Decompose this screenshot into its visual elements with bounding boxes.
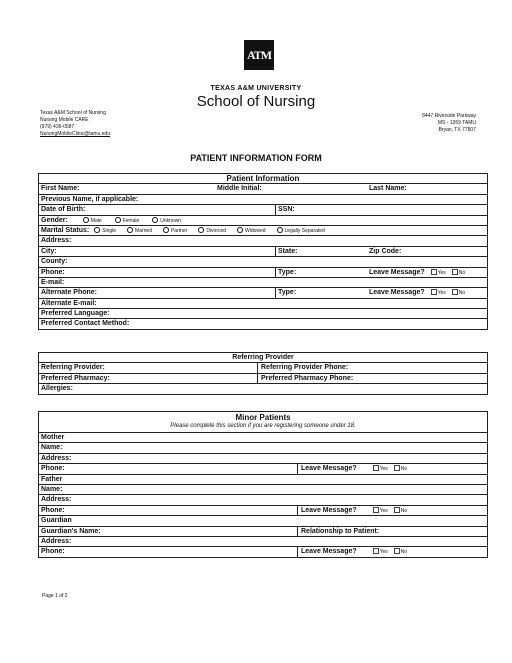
university-name: TEXAS A&M UNIVERSITY	[210, 85, 302, 92]
right-address-block	[380, 113, 476, 134]
option-label: Female	[122, 217, 140, 224]
no-label: No	[458, 269, 466, 276]
father-phone-label[interactable]: Phone:	[41, 506, 65, 514]
radio-icon[interactable]	[94, 227, 100, 233]
right-line: Bryan, TX 77807	[438, 127, 476, 133]
alt-email-label[interactable]: Alternate E-mail:	[41, 299, 97, 307]
option-label: Divorced	[206, 227, 227, 234]
no-checkbox[interactable]	[394, 548, 400, 554]
radio-icon[interactable]	[152, 217, 158, 223]
marital-option[interactable]	[160, 227, 187, 234]
option-label: Male	[90, 217, 102, 224]
gender-option[interactable]	[112, 217, 140, 224]
allergies-label[interactable]: Allergies:	[41, 385, 73, 393]
no-label: No	[400, 507, 408, 514]
leave-message-label: Leave Message?	[301, 465, 357, 473]
radio-icon[interactable]	[198, 227, 204, 233]
preferred-contact-label[interactable]: Preferred Contact Method:	[41, 320, 130, 328]
referring-provider-section	[38, 352, 488, 395]
left-line: Nursing Mobile CARE	[40, 117, 89, 123]
radio-icon[interactable]	[127, 227, 133, 233]
state-label[interactable]: State:	[278, 247, 298, 255]
section-title: Minor Patients	[235, 413, 291, 422]
marital-label: Marital Status:	[41, 226, 90, 234]
middle-initial-label[interactable]: Middle Initial:	[217, 185, 262, 193]
school-name: School of Nursing	[196, 93, 316, 110]
county-label[interactable]: County:	[41, 258, 68, 266]
leave-message-label: Leave Message?	[301, 548, 357, 556]
yes-checkbox[interactable]	[373, 465, 379, 471]
radio-icon[interactable]	[237, 227, 243, 233]
no-checkbox[interactable]	[452, 269, 458, 275]
yes-label: Yes	[379, 507, 388, 514]
referring-provider-label[interactable]: Referring Provider:	[41, 364, 105, 372]
no-checkbox[interactable]	[394, 507, 400, 513]
pharmacy-label[interactable]: Preferred Pharmacy:	[41, 374, 110, 382]
preferred-language-label[interactable]: Preferred Language:	[41, 310, 110, 318]
option-label: Legally Separated	[284, 227, 325, 234]
email-link[interactable]: NursingMobileClinic@tamu.edu	[40, 131, 111, 137]
marital-option[interactable]	[91, 227, 116, 234]
marital-option[interactable]	[195, 227, 226, 234]
right-line: MS - 1359 TAMU	[437, 120, 476, 126]
leave-message-label: Leave Message?	[369, 289, 425, 297]
gender-label: Gender:	[41, 216, 68, 224]
no-label: No	[400, 549, 408, 556]
no-label: No	[458, 290, 466, 297]
yes-checkbox[interactable]	[373, 548, 379, 554]
last-name-label[interactable]: Last Name:	[369, 185, 407, 193]
leave-message-label: Leave Message?	[369, 268, 425, 276]
dob-label[interactable]: Date of Birth:	[41, 206, 86, 214]
radio-icon[interactable]	[115, 217, 121, 223]
yes-checkbox[interactable]	[431, 289, 437, 295]
yes-label: Yes	[437, 269, 446, 276]
left-line: (979) 436-0587	[40, 124, 75, 130]
mother-address-label[interactable]: Address:	[41, 454, 72, 462]
section-title: Referring Provider	[232, 354, 294, 361]
no-checkbox[interactable]	[452, 289, 458, 295]
yes-label: Yes	[379, 549, 388, 556]
tamu-logo: ATM	[244, 40, 274, 70]
section-note: Please complete this section if you are registering someone under 18.	[170, 423, 356, 429]
minor-patients-section	[38, 411, 488, 558]
option-label: Single	[102, 227, 117, 234]
ssn-label[interactable]: SSN:	[278, 206, 295, 214]
city-label[interactable]: City:	[41, 247, 57, 255]
option-label: Partner	[170, 227, 188, 234]
yes-checkbox[interactable]	[431, 269, 437, 275]
section-title: Patient Information	[226, 174, 300, 183]
referring-provider-phone-label[interactable]: Referring Provider Phone:	[261, 364, 349, 372]
gender-option[interactable]	[80, 217, 102, 224]
father-name-label[interactable]: Name:	[41, 485, 63, 493]
option-label: Widowed	[245, 227, 266, 234]
type-label[interactable]: Type:	[278, 289, 297, 297]
mother-heading: Mother	[41, 434, 65, 441]
gender-option[interactable]	[149, 217, 181, 224]
type-label[interactable]: Type:	[278, 268, 297, 276]
form-title: PATIENT INFORMATION FORM	[190, 153, 322, 163]
yes-label: Yes	[437, 290, 446, 297]
phone-label[interactable]: Phone:	[41, 268, 65, 276]
page-number: Page 1 of 2	[42, 593, 68, 599]
guardian-address-label[interactable]: Address:	[41, 537, 72, 545]
mother-phone-label[interactable]: Phone:	[41, 465, 65, 473]
left-contact-block	[40, 110, 110, 138]
right-line: 8447 Riverside Parkway	[422, 113, 476, 119]
father-address-label[interactable]: Address:	[41, 496, 72, 504]
no-checkbox[interactable]	[394, 465, 400, 471]
pharmacy-phone-label[interactable]: Preferred Pharmacy Phone:	[261, 374, 354, 382]
alt-phone-label[interactable]: Alternate Phone:	[41, 289, 98, 297]
first-name-label[interactable]: First Name:	[41, 185, 80, 193]
address-label[interactable]: Address:	[41, 237, 72, 245]
option-label: Unknown	[160, 217, 182, 224]
marital-option[interactable]	[234, 227, 266, 234]
previous-name-label[interactable]: Previous Name, if applicable:	[41, 195, 139, 203]
radio-icon[interactable]	[83, 217, 89, 223]
marital-option[interactable]	[274, 227, 325, 234]
yes-checkbox[interactable]	[373, 507, 379, 513]
no-label: No	[400, 466, 408, 473]
radio-icon[interactable]	[163, 227, 169, 233]
yes-label: Yes	[379, 466, 388, 473]
guardian-heading: Guardian	[41, 517, 72, 525]
left-line: Texas A&M School of Nursing	[40, 110, 106, 116]
father-heading: Father	[41, 475, 63, 483]
leave-message-label: Leave Message?	[301, 506, 357, 514]
email-label[interactable]: E-mail:	[41, 278, 65, 286]
relationship-label[interactable]: Relationship to Patient:	[301, 527, 380, 535]
patient-information-section	[38, 173, 488, 330]
guardian-name-label[interactable]: Guardian's Name:	[41, 527, 101, 535]
marital-option[interactable]	[124, 227, 152, 234]
leave-message-group	[301, 547, 407, 557]
mother-name-label[interactable]: Name:	[41, 444, 63, 452]
option-label: Married	[135, 227, 152, 234]
zip-label[interactable]: Zip Code:	[369, 247, 402, 255]
guardian-phone-label[interactable]: Phone:	[41, 548, 65, 556]
radio-icon[interactable]	[277, 227, 283, 233]
